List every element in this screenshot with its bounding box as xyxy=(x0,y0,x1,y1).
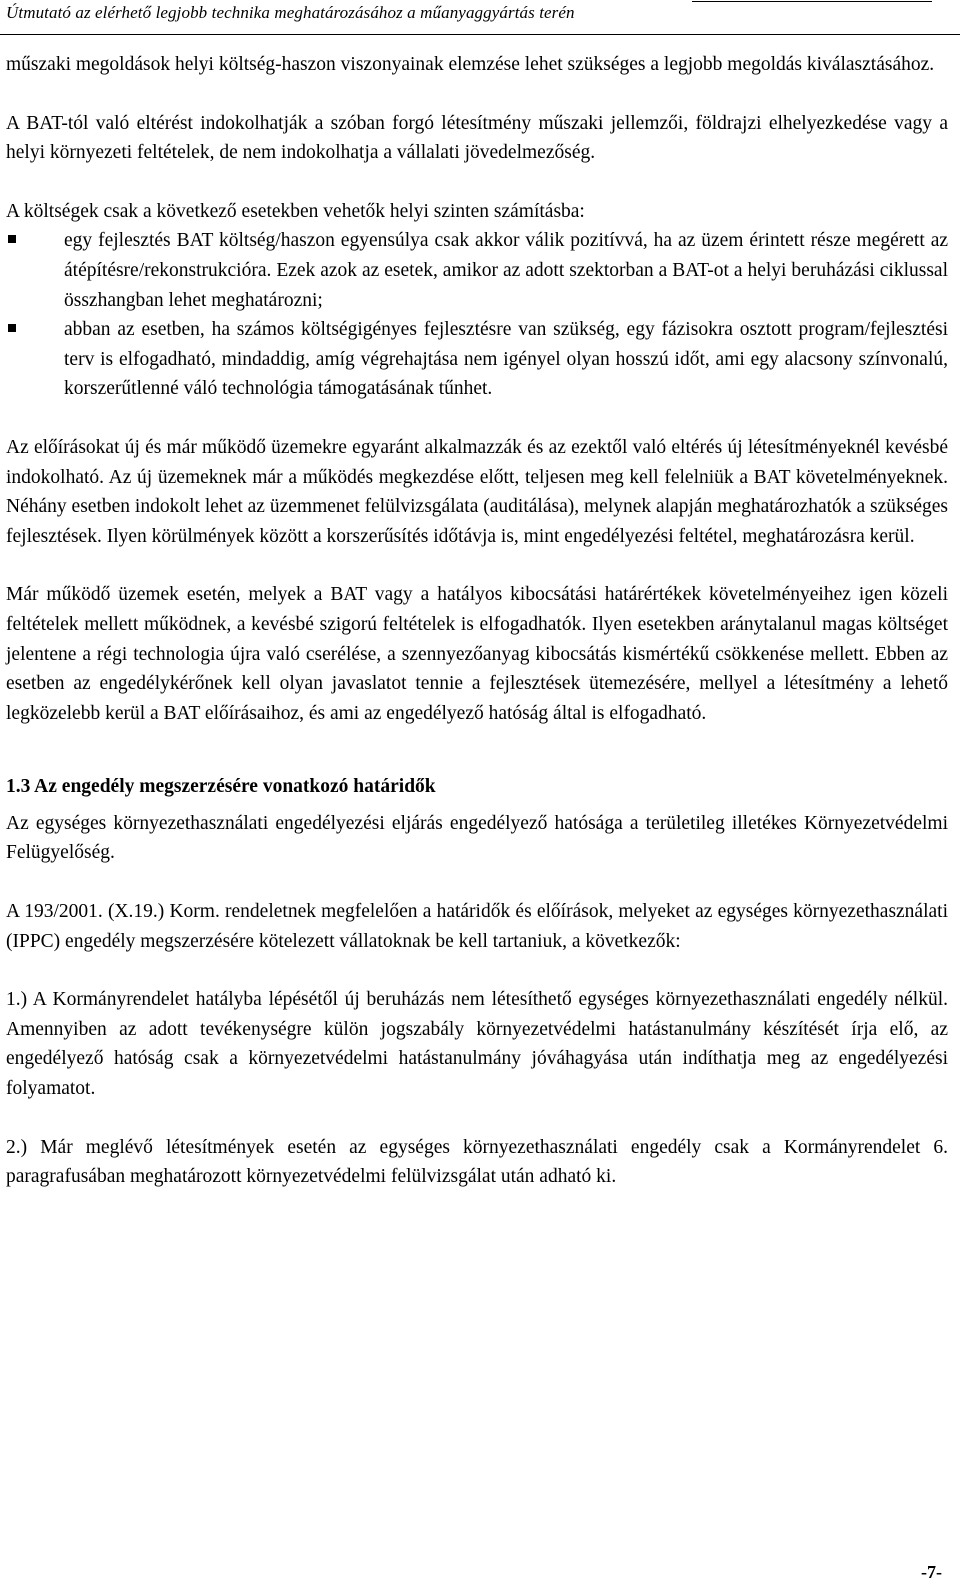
paragraph-bat-deviation: A BAT-tól való eltérést indokolhatják a szóban forgó létesítmény műszaki jellemzői, földrajzi elhelyezkedése vagy a helyi környezeti feltételek, de nem indokolhatja a vállalati jövedelmezőség. xyxy=(6,112,948,164)
document-body xyxy=(6,50,948,1192)
paragraph-cost-cases-intro: A költségek csak a következő esetekben vehetők helyi szinten számításba: xyxy=(6,200,585,222)
list-item-text: egy fejlesztés BAT költség/haszon egyensúlya csak akkor válik pozitívvá, ha az üzem érintett része megérett az átépítésre/rekonstrukcióra. Ezek azok az esetek, amikor az adott szektorban a BAT-ot a helyi beruházási ciklussal összhangban lehet meghatározni; xyxy=(64,230,948,311)
running-header xyxy=(0,0,960,35)
paragraph-cost-benefit-continuation: műszaki megoldások helyi költség-haszon viszonyainak elemzése lehet szükséges a legjobb megoldás kiválasztásához. xyxy=(6,54,935,75)
list-item xyxy=(6,315,948,404)
cost-cases-list xyxy=(6,226,948,404)
paragraph-existing-plants-conditions: Már működő üzemek esetén, melyek a BAT vagy a hatályos kibocsátási határértékek követelményeihez igen közeli feltételek mellett működnek, a kevésbé szigorú feltételek is elfogadhatók. Ilyen esetekben aránytalanul magas költséget jelentene a régi technologia újra való cserélése, a szennyezőanyag kibocsátás kismértékű csökkenése mellett. Ebben az esetben az engedélykérőnek kell olyan javaslatot tennie a fejlesztések ütemezésére, mellyel a létesítmény a lehető legközelebb kerül a BAT előírásaihoz, és ami az engedélyező hatóság által is elfogadható. xyxy=(6,584,948,724)
header-top-rule xyxy=(692,1,932,2)
paragraph-new-and-existing-plants: Az előírásokat új és már működő üzemekre egyaránt alkalmazzák és az ezektől való eltérés új létesítményeknél kevésbé indokolható. Az új üzemeknek már a működés megkezdése előtt, teljesen meg kell felelniük a BAT követelményeknek. Néhány esetben indokolt lehet az üzemmenet felülvizsgálata (auditálása), melynek alapján meghatározhatók a szükséges fejlesztések. Ilyen körülmények között a korszerűsítés időtávja is, mint engedélyezési feltétel, meghatározásra kerül. xyxy=(6,436,948,547)
running-header-title: Útmutató az elérhető legjobb technika meghatározásához a műanyaggyártás terén xyxy=(6,3,575,22)
list-item-text: abban az esetben, ha számos költségigényes fejlesztésre van szükség, egy fázisokra osztott program/fejlesztési terv is elfogadható, mindaddig, amíg végrehajtása nem igényel olyan hosszú időt, ami egy alacsony színvonalú, korszerűtlenné váló technológia támogatásának tűnhet. xyxy=(64,319,948,400)
section-heading: 1.3 Az engedély megszerzésére vonatkozó határidők xyxy=(6,776,436,798)
paragraph-licensing-authority: Az egységes környezethasználati engedélyezési eljárás engedélyező hatósága a területileg illetékes Környezetvédelmi Felügyelőség. xyxy=(6,812,948,864)
paragraph-point-1: 1.) A Kormányrendelet hatályba lépésétől új beruházás nem létesíthető egységes környezethasználati engedély nélkül. Amennyiben az adott tevékenységre külön jogszabály környezetvédelmi hatástanulmány készítését írja elő, az engedélyező hatóság csak a környezetvédelmi hatástanulmány jóváhagyása után indíthatja meg az engedélyezési folyamatot. xyxy=(6,989,948,1100)
paragraph-government-decree: A 193/2001. (X.19.) Korm. rendeletnek megfelelően a határidők és előírások, melyeket az egységes környezethasználati (IPPC) engedély megszerzésére kötelezett vállatoknak be kell tartaniuk, a következők: xyxy=(6,901,948,952)
paragraph-point-2: 2.) Már meglévő létesítmények esetén az egységes környezethasználati engedély csak a Kormányrendelet 6. paragrafusában meghatározott környezetvédelmi felülvizsgálat után adható ki. xyxy=(6,1136,948,1188)
page-number: -7- xyxy=(921,1562,942,1582)
list-item xyxy=(6,226,948,315)
square-bullet-icon xyxy=(8,324,16,332)
square-bullet-icon xyxy=(8,235,16,243)
